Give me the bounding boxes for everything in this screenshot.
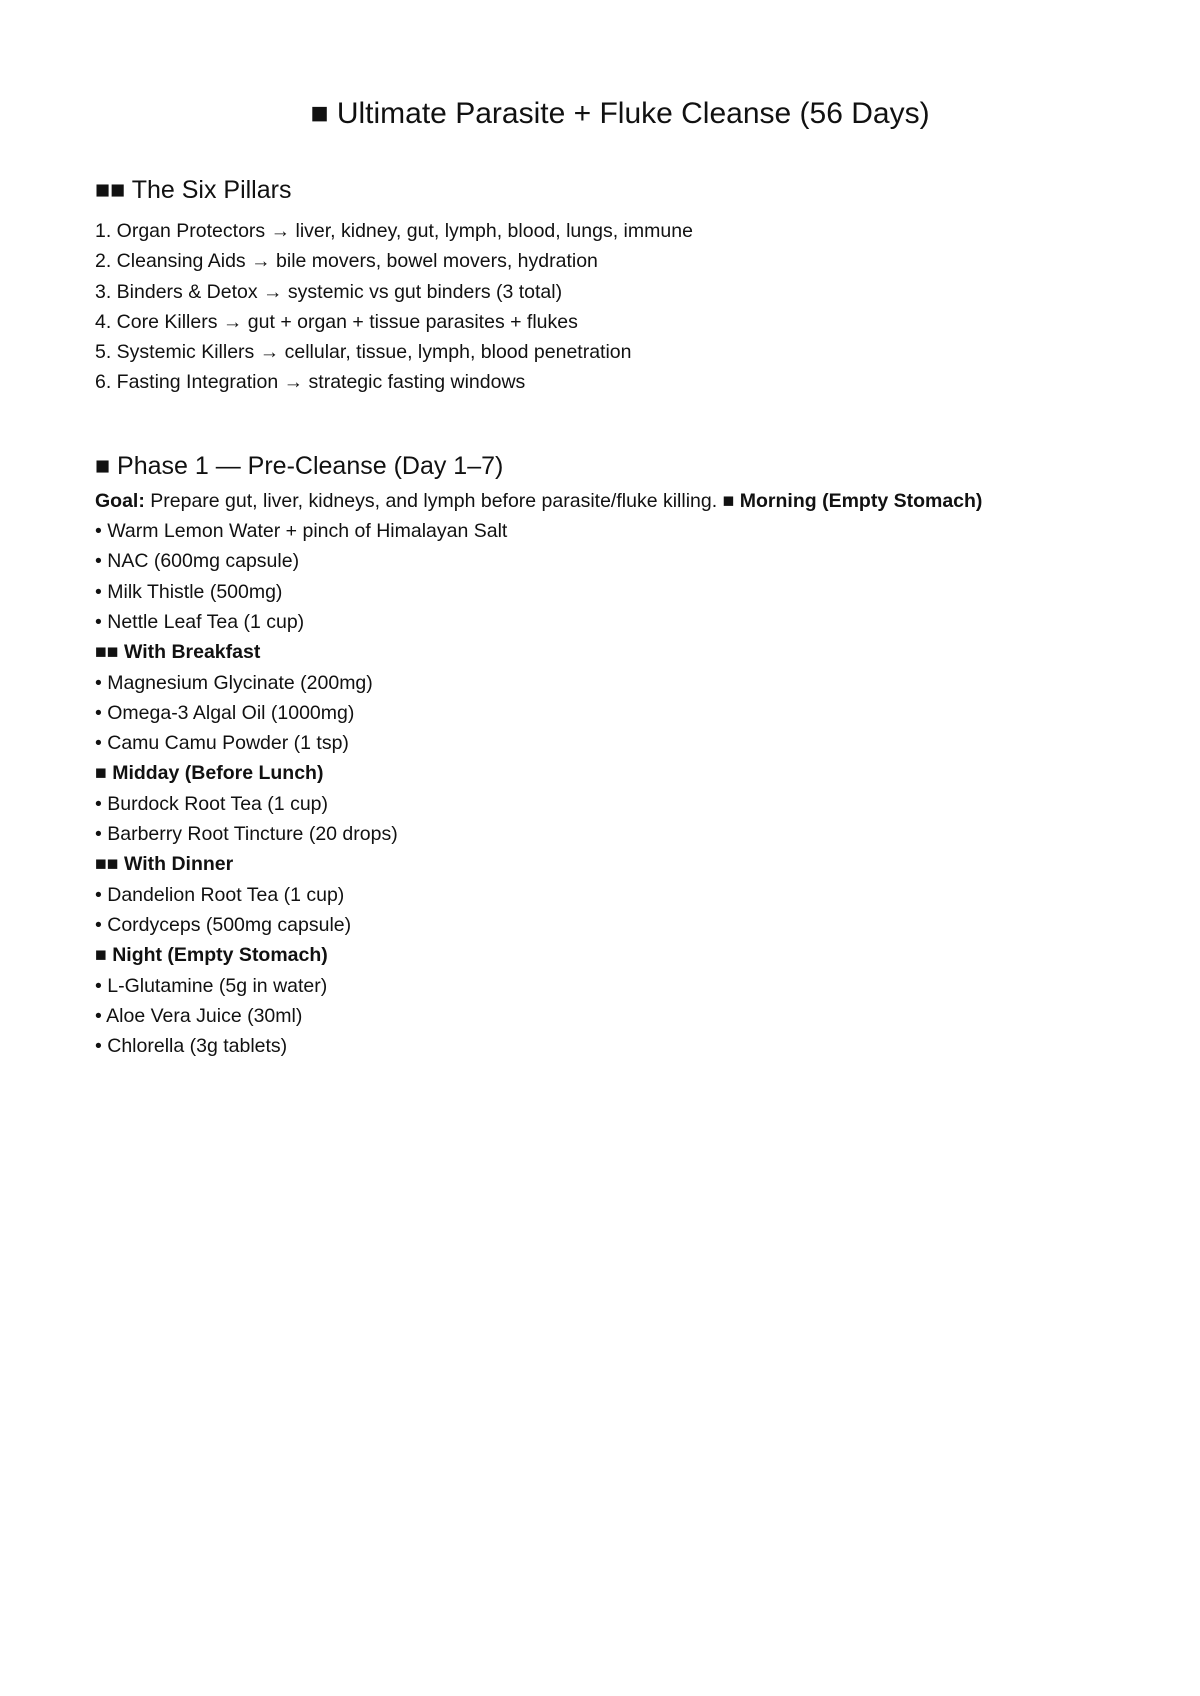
list-item: • Nettle Leaf Tea (1 cup) [95, 610, 305, 633]
pillar-item: 3. Binders & Detox → systemic vs gut binders (3 total) [95, 280, 563, 303]
pillar-item: 6. Fasting Integration → strategic fasting windows [95, 371, 526, 394]
list-item: • Burdock Root Tea (1 cup) [95, 792, 329, 815]
phase1-goal-line [95, 486, 1155, 516]
list-item: • Chlorella (3g tablets) [95, 1035, 288, 1058]
document-title: ■ Ultimate Parasite + Fluke Cleanse (56 Days) [310, 97, 930, 130]
dinner-heading: ■■ With Dinner [95, 853, 234, 876]
list-item: • Warm Lemon Water + pinch of Himalayan Salt [95, 520, 508, 543]
pillar-item: 4. Core Killers → gut + organ + tissue parasites + flukes [95, 310, 578, 333]
pillar-item: 1. Organ Protectors → liver, kidney, gut, lymph, blood, lungs, immune [95, 220, 693, 242]
breakfast-heading: ■■ With Breakfast [95, 641, 261, 664]
list-item: • Magnesium Glycinate (200mg) [95, 671, 373, 694]
goal-label: Goal: [95, 489, 145, 512]
list-item: • Dandelion Root Tea (1 cup) [95, 883, 345, 906]
document-body [95, 172, 1155, 1061]
list-item: • Milk Thistle (500mg) [95, 580, 283, 603]
list-item: • L-Glutamine (5g in water) [95, 974, 328, 997]
list-item: • Camu Camu Powder (1 tsp) [95, 732, 349, 755]
list-item: • Omega-3 Algal Oil (1000mg) [95, 701, 355, 724]
goal-text: Prepare gut, liver, kidneys, and lymph before parasite/fluke killing. [144, 489, 723, 512]
pillar-item: 2. Cleansing Aids → bile movers, bowel movers, hydration [95, 250, 598, 273]
section-spacer [95, 398, 1155, 448]
pillars-heading: ■■ The Six Pillars [95, 176, 292, 204]
pillars-list [95, 216, 1155, 398]
list-item: • Cordyceps (500mg capsule) [95, 913, 352, 936]
morning-heading: ■ Morning (Empty Stomach) [722, 489, 983, 512]
list-item: • Aloe Vera Juice (30ml) [95, 1004, 303, 1027]
night-heading: ■ Night (Empty Stomach) [95, 944, 328, 967]
list-item: • NAC (600mg capsule) [95, 550, 300, 573]
list-item: • Barberry Root Tincture (20 drops) [95, 823, 398, 846]
pillar-item: 5. Systemic Killers → cellular, tissue, lymph, blood penetration [95, 341, 632, 364]
midday-heading: ■ Midday (Before Lunch) [95, 762, 324, 785]
phase1-heading: ■ Phase 1 — Pre-Cleanse (Day 1–7) [95, 451, 504, 480]
